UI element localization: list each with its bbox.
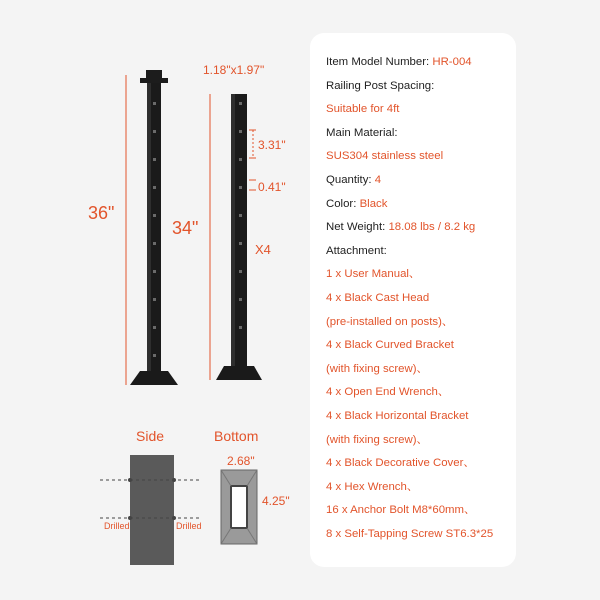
spec-value: 4 x Hex Wrench、 xyxy=(326,480,419,493)
tall-height-label: 36" xyxy=(88,203,115,223)
spec-line xyxy=(326,149,443,163)
spacing-a-label: 3.31" xyxy=(258,138,286,152)
spec-value: 4 x Black Cast Head xyxy=(326,292,430,304)
spec-line xyxy=(326,385,449,399)
quantity-mark-label: X4 xyxy=(255,242,271,257)
spec-line xyxy=(326,527,493,541)
spec-value: (with fixing screw)、 xyxy=(326,433,428,446)
spec-value: HR-004 xyxy=(432,56,472,68)
spec-line xyxy=(326,338,454,352)
spec-line xyxy=(326,79,434,93)
spec-line xyxy=(326,173,381,187)
spec-value: 16 x Anchor Bolt M8*60mm、 xyxy=(326,504,476,517)
spec-value: 8 x Self-Tapping Screw ST6.3*25 xyxy=(326,528,494,540)
spec-value: SUS304 stainless steel xyxy=(326,150,444,163)
spec-line xyxy=(326,480,418,494)
spec-label: Quantity: xyxy=(326,174,375,186)
spec-value: 18.08 lbs / 8.2 kg xyxy=(388,221,476,234)
spec-label: Color: xyxy=(326,197,360,210)
side-view-title: Side xyxy=(136,428,165,444)
spec-line xyxy=(326,244,387,258)
spec-label: Attachment: xyxy=(326,244,387,257)
spec-line xyxy=(326,197,387,211)
base-width-label: 2.68" xyxy=(227,454,255,468)
spec-line xyxy=(326,220,475,234)
top-size-label: 1.18"x1.97" xyxy=(203,63,265,77)
spec-value: 4 x Black Decorative Cover、 xyxy=(326,457,475,470)
spec-line xyxy=(326,102,399,116)
bottom-view-title: Bottom xyxy=(214,428,259,444)
spec-label: Main Material: xyxy=(326,126,398,139)
spec-value: 4 x Black Curved Bracket xyxy=(326,339,454,352)
spec-label: Railing Post Spacing: xyxy=(326,79,435,92)
spec-line xyxy=(326,291,429,305)
spec-line xyxy=(326,55,472,69)
spec-value: 4 xyxy=(374,174,382,186)
spec-value: 1 x User Manual、 xyxy=(326,268,421,281)
spec-line xyxy=(326,433,428,447)
short-height-label: 34" xyxy=(172,218,199,238)
spec-line xyxy=(326,267,420,281)
spec-line xyxy=(326,409,468,423)
drilled-label-right: Drilled xyxy=(176,521,202,531)
drilled-label-left: Drilled xyxy=(104,521,130,531)
spec-line xyxy=(326,503,475,517)
spec-line xyxy=(326,362,428,376)
spec-value: 4 x Open End Wrench、 xyxy=(326,386,450,399)
spacing-b-label: 0.41" xyxy=(258,180,286,194)
spec-line xyxy=(326,126,398,140)
spec-label: Item Model Number: xyxy=(326,56,433,68)
spec-value: (pre-installed on posts)、 xyxy=(326,315,454,328)
spec-label: Net Weight: xyxy=(326,221,389,234)
spec-value: Suitable for 4ft xyxy=(326,103,400,116)
spec-value: 4 x Black Horizontal Bracket xyxy=(326,410,469,422)
spec-line xyxy=(326,315,453,329)
spec-value: Black xyxy=(359,197,388,210)
base-height-label: 4.25" xyxy=(262,494,290,508)
spec-line xyxy=(326,456,475,470)
spec-value: (with fixing screw)、 xyxy=(326,362,428,375)
